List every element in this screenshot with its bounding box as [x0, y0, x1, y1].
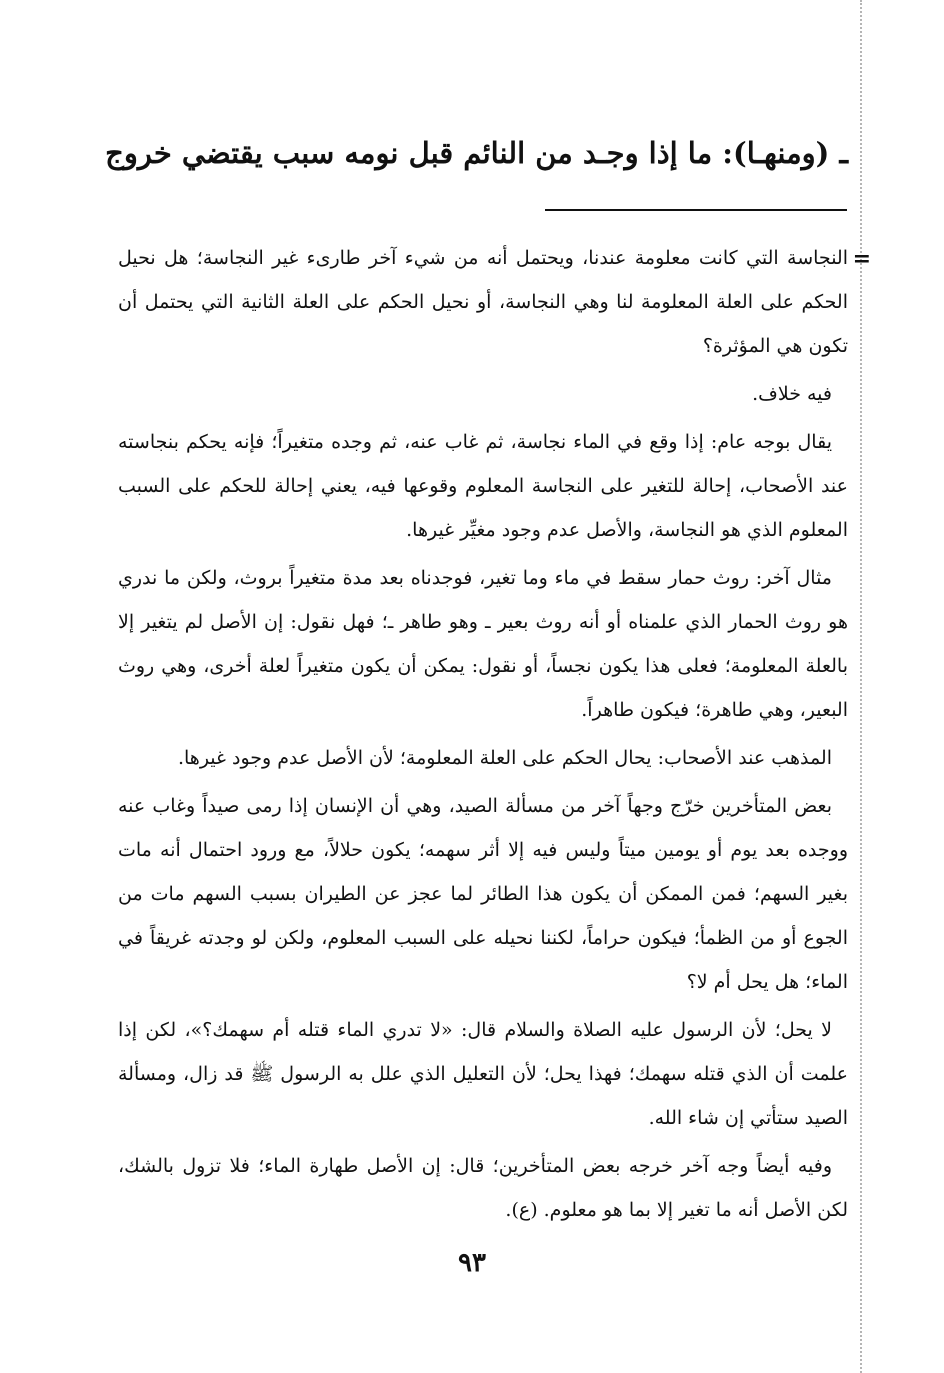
footnote-body: [118, 236, 848, 1236]
footnote-continuation-mark: =: [852, 246, 871, 272]
footnote-paragraph: النجاسة التي كانت معلومة عندنا، ويحتمل أنه من شيء آخر طارىء غير النجاسة؛ هل نحيل الحكم على العلة المعلومة لنا وهي النجاسة، أو نحيل الحكم على العلة الثانية التي يحتمل أن تكون هي المؤثرة؟: [118, 247, 848, 357]
footnote-separator: [545, 209, 847, 211]
page-edge-dotted-line: [860, 0, 862, 1373]
footnote-paragraph: وفيه أيضاً وجه آخر خرجه بعض المتأخرين؛ قال: إن الأصل طهارة الماء؛ فلا تزول بالشك، لكن الأصل أنه ما تغير إلا بما هو معلوم. (ع).: [118, 1155, 848, 1221]
main-text-line: ـ (ومنهـا): ما إذا وجـد من النائم قبل نومه سبب يقتضي خروج: [105, 136, 848, 170]
footnote-paragraph: المذهب عند الأصحاب: يحال الحكم على العلة المعلومة؛ لأن الأصل عدم وجود غيرها.: [177, 747, 832, 769]
page-number: ٩٣: [458, 1248, 486, 1278]
footnote-paragraph: مثال آخر: روث حمار سقط في ماء وما تغير، فوجدناه بعد مدة متغيراً بروث، ولكن ما ندري هو روث الحمار الذي علمناه أو أنه روث بعير ـ وهو طاهر ـ؛ فهل نقول: إن الأصل لم يتغير إلا بالعلة المعلومة؛ فعلى هذا يكون نجساً، أو نقول: يمكن أن يكون متغيراً لعلة أخرى، وهي روث البعير، وهي طاهرة؛ فيكون طاهراً.: [118, 567, 848, 721]
footnote-paragraph: لا يحل؛ لأن الرسول عليه الصلاة والسلام قال: «لا تدري الماء قتله أم سهمك؟»، لكن إذا علمت أن الذي قتله سهمك؛ فهذا يحل؛ لأن التعليل الذي علل به الرسول ﷺ قد زال، ومسألة الصيد ستأتي إن شاء الله.: [118, 1019, 848, 1129]
footnote-paragraph: فيه خلاف.: [752, 383, 832, 405]
footnote-paragraph: يقال بوجه عام: إذا وقع في الماء نجاسة، ثم غاب عنه، ثم وجده متغيراً؛ فإنه يحكم بنجاسته عند الأصحاب، إحالة للتغير على النجاسة المعلوم وقوعها فيه، يعني إحالة للحكم على السبب المعلوم الذي هو النجاسة، والأصل عدم وجود مغيِّر غيرها.: [118, 431, 848, 541]
footnote-paragraph: بعض المتأخرين خرّج وجهاً آخر من مسألة الصيد، وهي أن الإنسان إذا رمى صيداً وغاب عنه ووجده بعد يوم أو يومين ميتاً وليس فيه إلا أثر سهمه؛ يكون حلالاً، مع ورود احتمال أنه مات بغير السهم؛ فمن الممكن أن يكون هذا الطائر لما عجز عن الطيران بسبب السهم مات من الجوع أو من الظمأ؛ فيكون حراماً، لكننا نحيله على السبب المعلوم، ولكن لو وجدته غريقاً في الماء؛ هل يحل أم لا؟: [118, 795, 848, 993]
